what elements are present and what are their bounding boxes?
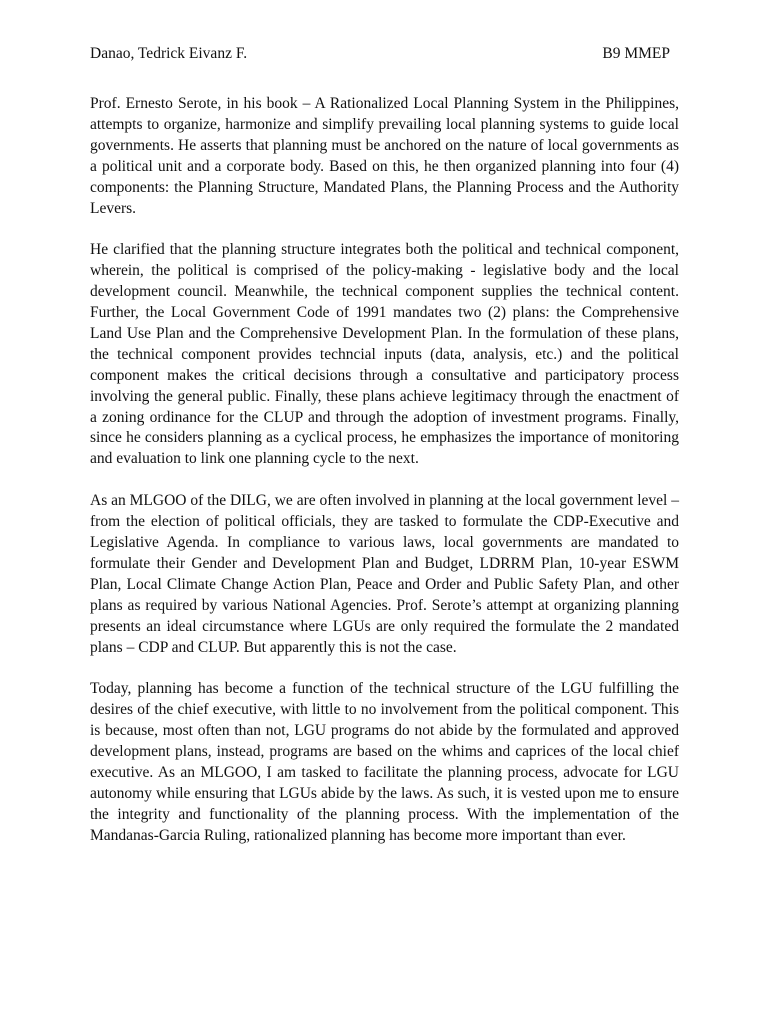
course-code: B9 MMEP (602, 45, 670, 62)
paragraph-3: As an MLGOO of the DILG, we are often involved in planning at the local government level – from the election of political officials, they are tasked to formulate the CDP-Executive and Legislative Agenda. In compliance to various laws, local governments are mandated to formulate their Gender and Development Plan and Budget, LDRRM Plan, 10-year ESWM Plan, Local Climate Change Action Plan, Peace and Order and Public Safety Plan, and other plans as required by various National Agencies. Prof. Serote’s attempt at organizing planning presents an ideal circumstance where LGUs are only required the formulate the 2 mandated plans – CDP and CLUP. But apparently this is not the case. (90, 492, 679, 656)
document-header (90, 42, 680, 66)
paragraph-4: Today, planning has become a function of the technical structure of the LGU fulfilling the desires of the chief executive, with little to no involvement from the political component. This is because, most often than not, LGU programs do not abide by the formulated and approved development plans, instead, programs are based on the whims and caprices of the local chief executive. As an MLGOO, I am tasked to facilitate the planning process, advocate for LGU autonomy while ensuring that LGUs abide by the laws. As such, it is vested upon me to ensure the integrity and functionality of the planning process. With the implementation of the Mandanas-Garcia Ruling, rationalized planning has become more important than ever. (90, 680, 679, 844)
document-body (90, 94, 679, 867)
author-name: Danao, Tedrick Eivanz F. (90, 45, 248, 62)
paragraph-1: Prof. Ernesto Serote, in his book – A Rationalized Local Planning System in the Philippines, attempts to organize, harmonize and simplify prevailing local planning systems to guide local governments. He asserts that planning must be anchored on the nature of local governments as a political unit and a corporate body. Based on this, he then organized planning into four (4) components: the Planning Structure, Mandated Plans, the Planning Process and the Authority Levers. (90, 95, 679, 217)
paragraph-2: He clarified that the planning structure integrates both the political and technical component, wherein, the political is comprised of the policy-making - legislative body and the local development council. Meanwhile, the technical component supplies the technical content. Further, the Local Government Code of 1991 mandates two (2) plans: the Comprehensive Land Use Plan and the Comprehensive Development Plan. In the formulation of these plans, the technical component provides techncial inputs (data, analysis, etc.) and the political component makes the critical decisions through a consultative and participatory process involving the general public. Finally, these plans achieve legitimacy through the enactment of a zoning ordinance for the CLUP and through the adoption of investment programs. Finally, since he considers planning as a cyclical process, he emphasizes the importance of monitoring and evaluation to link one planning cycle to the next. (90, 241, 679, 468)
